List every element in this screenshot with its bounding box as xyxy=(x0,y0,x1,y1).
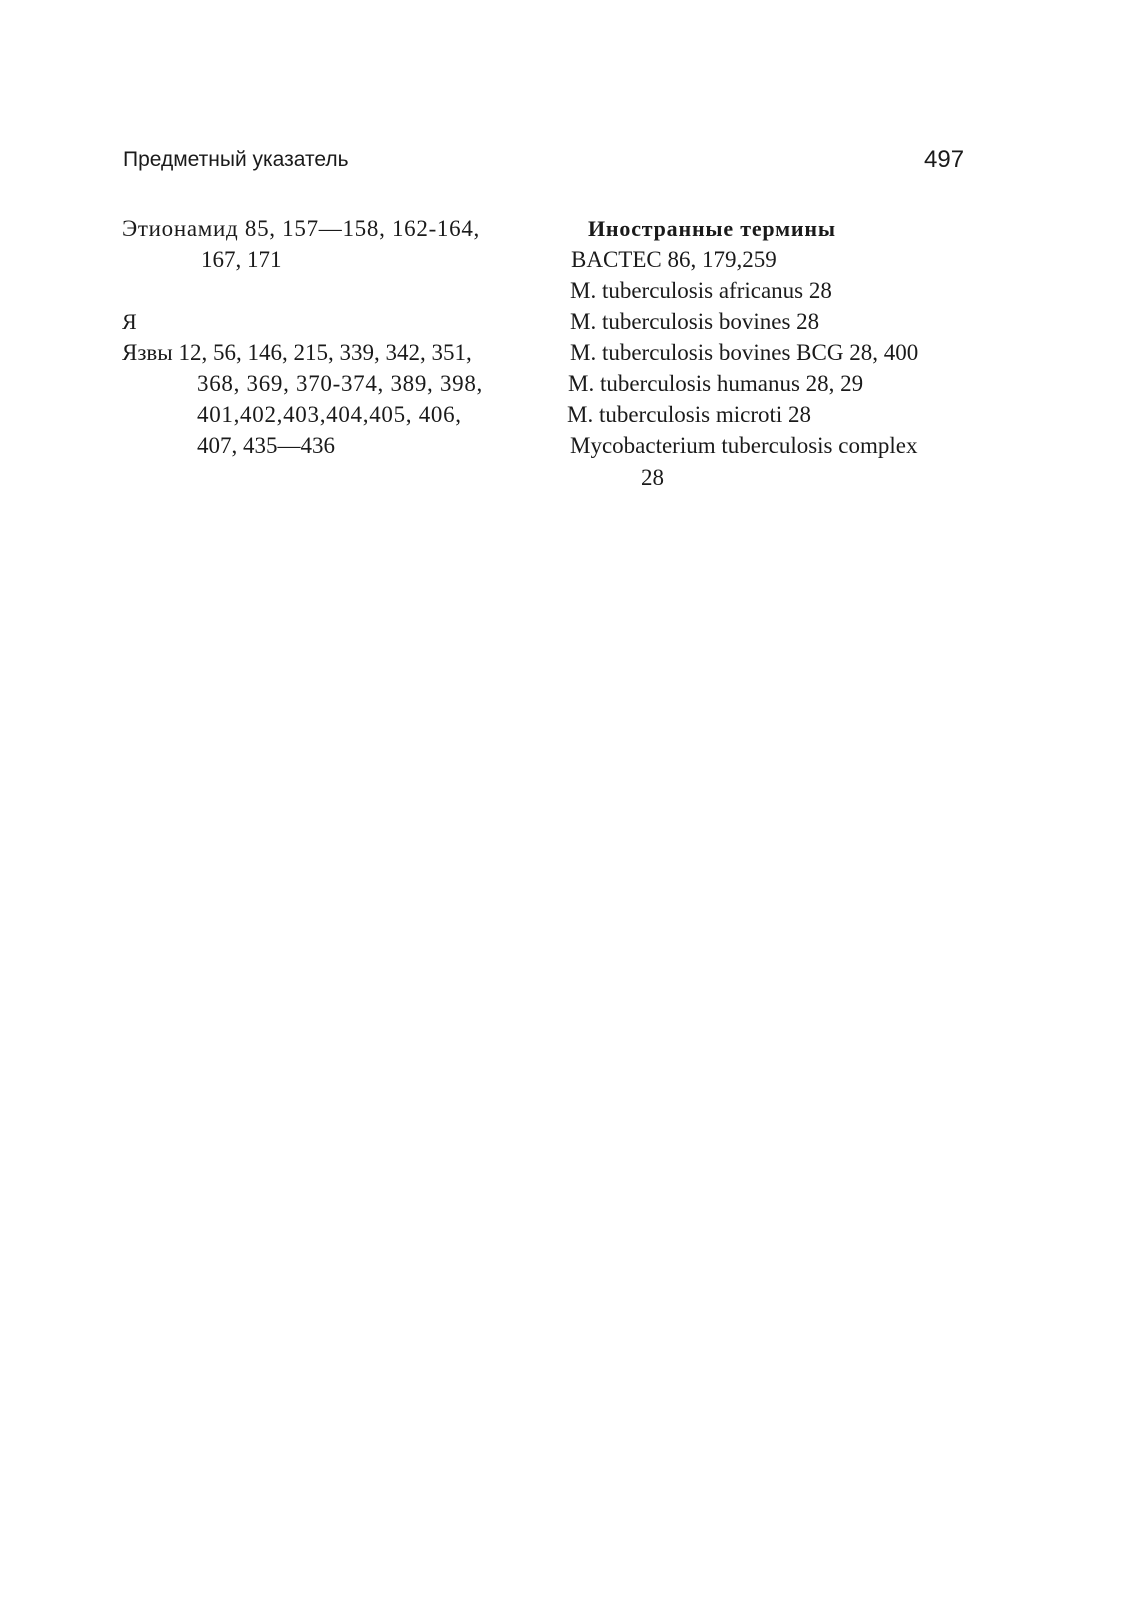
entry-etionamid-line-1: Этионамид 85, 157—158, 162-164, xyxy=(122,216,480,241)
foreign-terms-heading: Иностранные термины xyxy=(588,216,836,241)
term-africanus: M. tuberculosis africanus 28 xyxy=(570,278,832,303)
entry-etionamid-line-2: 167, 171 xyxy=(201,247,282,272)
running-title: Предметный указатель xyxy=(123,148,349,171)
term-bactec: BACTEC 86, 179,259 xyxy=(571,247,777,272)
term-bovines-bcg: M. tuberculosis bovines BCG 28, 400 xyxy=(570,340,919,365)
term-microti: M. tuberculosis microti 28 xyxy=(567,402,812,427)
letter-heading: Я xyxy=(122,309,137,334)
term-humanus: M. tuberculosis humanus 28, 29 xyxy=(568,371,864,396)
term-bovines: M. tuberculosis bovines 28 xyxy=(570,309,820,334)
entry-yazvy-line-3: 401,402,403,404,405, 406, xyxy=(197,402,462,427)
page-number: 497 xyxy=(924,146,965,173)
entry-yazvy-line-1: Язвы 12, 56, 146, 215, 339, 342, 351, xyxy=(122,340,472,365)
term-mycobacterium-complex: Mycobacterium tuberculosis complex xyxy=(570,433,918,458)
entry-yazvy-line-4: 407, 435—436 xyxy=(197,433,335,458)
term-mycobacterium-complex-page: 28 xyxy=(641,465,664,490)
entry-yazvy-line-2: 368, 369, 370-374, 389, 398, xyxy=(197,371,484,396)
